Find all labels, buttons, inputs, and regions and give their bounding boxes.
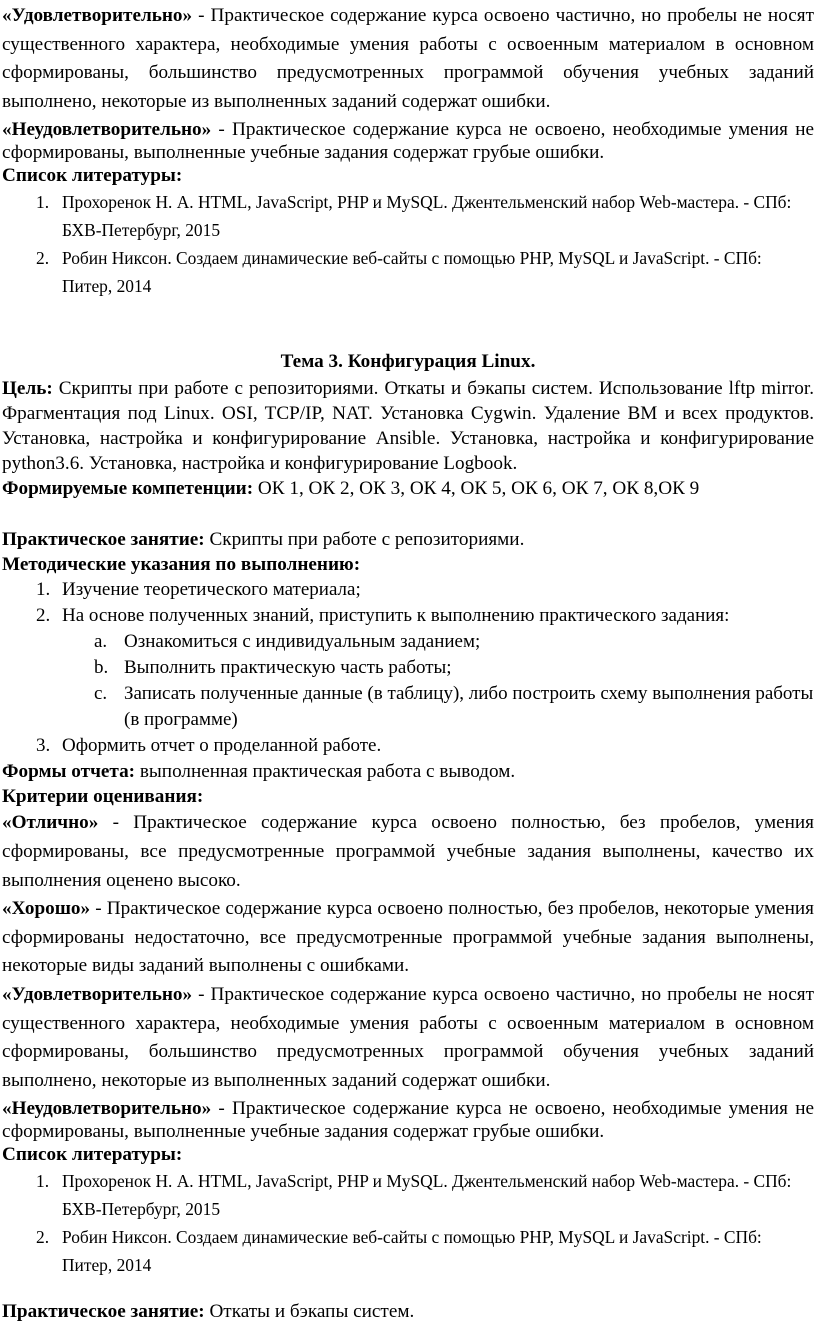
grade-label: «Отлично» [2,812,99,834]
list-number: 3. [36,735,51,757]
grade-label: «Неудовлетворительно» [2,119,212,141]
substeps-list [2,629,814,733]
grade-unsatisfactory-paragraph [2,1098,814,1143]
grade-label: «Неудовлетворительно» [2,1098,212,1120]
list-number: 2. [36,605,51,627]
grade-text: - Практическое содержание курса не освоено, необходимые умения не сформированы, выполненные учебные задания содержат грубые ошибки. [2,119,814,163]
list-item-text: Прохоренок Н. А. HTML, JavaScript, PHP и MySQL. Джентельменский набор Web-мастера. - СПб: БХВ-Петербург, 2015 [62,1171,792,1220]
list-number: 2. [36,1227,50,1248]
grade-text: - Практическое содержание курса освоено частично, но пробелы не носят существенного характера, необходимые умения работы с освоенным материалом в основном сформированы, большинство предусмотренных программой обучения учебных заданий выполнено, некоторые из выполненных заданий содержат ошибки. [2,5,814,112]
list-item-text: Робин Никсон. Создаем динамические веб-сайты с помощью PHP, MySQL и JavaScript. - СПб: Питер, 2014 [62,248,762,297]
list-number: 1. [36,192,50,213]
practical-lesson-label: Практическое занятие: [2,1301,205,1323]
grade-label: «Удовлетворительно» [2,983,193,1005]
grade-label: «Хорошо» [2,898,91,920]
literature-item [2,244,814,300]
list-number: 1. [36,1171,50,1192]
grade-excellent-paragraph [2,809,814,895]
list-item-text: Изучение теоретического материала; [62,579,361,601]
literature-list [2,188,814,300]
guidelines-title: Методические указания по выполнению: [2,554,361,576]
grade-text: - Практическое содержание курса освоено полностью, без пробелов, некоторые умения сформированы недостаточно, все предусмотренные программой учебные задания выполнены, некоторые виды заданий выполнены с ошибками. [2,898,814,977]
grade-good-paragraph [2,895,814,981]
competencies-label: Формируемые компетенции: [2,478,254,500]
practical-lesson-label: Практическое занятие: [2,529,205,551]
step-item [2,733,814,759]
literature-item [2,188,814,244]
list-item-text: Робин Никсон. Создаем динамические веб-сайты с помощью PHP, MySQL и JavaScript. - СПб: Питер, 2014 [62,1227,762,1276]
grade-text: - Практическое содержание курса освоено частично, но пробелы не носят существенного характера, необходимые умения работы с освоенным материалом в основном сформированы, большинство предусмотренных программой обучения учебных заданий выполнено, некоторые из выполненных заданий содержат ошибки. [2,983,814,1091]
grade-satisfactory-paragraph [2,2,814,116]
list-number: 1. [36,579,51,601]
list-item-text: Выполнить практическую часть работы; [124,657,452,679]
step-item [2,603,814,629]
literature-title: Список литературы: [2,165,183,187]
literature-title: Список литературы: [2,1144,183,1166]
list-item-text: Записать полученные данные (в таблицу), либо построить схему выполнения работы (в программе) [124,683,814,731]
literature-item [2,1223,814,1279]
goal-text: Скрипты при работе с репозиториями. Откаты и бэкапы систем. Использование lftp mirror. Фрагментация под Linux. OSI, TCP/IP, NAT. Установка Cygwin. Удаление ВМ и всех продуктов. Установка, настройка и конфигурирование Ansible. Установка, настройка и конфигурирование python3.6. Установка, настройка и конфигурирование Logbook. [2,378,814,475]
practical-lesson [2,527,814,552]
grade-satisfactory-paragraph [2,981,814,1095]
goal-paragraph [2,376,814,476]
final-step-list [2,733,814,759]
steps-list [2,577,814,629]
list-item-text: Прохоренок Н. А. HTML, JavaScript, PHP и MySQL. Джентельменский набор Web-мастера. - СПб: БХВ-Петербург, 2015 [62,192,792,241]
competencies-text: ОК 1, ОК 2, ОК 3, ОК 4, ОК 5, ОК 6, ОК 7, ОК 8,ОК 9 [253,478,700,500]
substep-item [2,681,814,733]
report-form [2,759,814,784]
grade-label: «Удовлетворительно» [2,5,193,26]
list-item-text: Оформить отчет о проделанной работе. [62,735,382,757]
report-form-label: Формы отчета: [2,761,136,783]
practical-lesson [2,1299,814,1324]
literature-list [2,1167,814,1279]
grade-text: - Практическое содержание курса не освоено, необходимые умения не сформированы, выполненные учебные задания содержат грубые ошибки. [2,1098,814,1142]
list-item-text: Ознакомиться с индивидуальным заданием; [124,631,481,653]
substep-item [2,629,814,655]
report-form-text: выполненная практическая работа с выводом. [135,761,516,783]
grade-unsatisfactory-paragraph [2,119,814,164]
literature-item [2,1167,814,1223]
competencies-paragraph [2,476,814,501]
list-number: b. [94,657,109,679]
practical-lesson-text: Откаты и бэкапы систем. [204,1301,415,1323]
list-number: a. [94,631,108,653]
grade-text: - Практическое содержание курса освоено полностью, без пробелов, умения сформированы, все предусмотренные программой учебные задания выполнены, качество их выполнения оценено высоко. [2,812,814,891]
list-number: 2. [36,248,50,269]
list-number: c. [94,683,108,705]
list-item-text: На основе полученных знаний, приступить к выполнению практического задания: [62,605,730,627]
criteria-title: Критерии оценивания: [2,786,204,808]
goal-label: Цель: [2,378,53,400]
step-item [2,577,814,603]
substep-item [2,655,814,681]
practical-lesson-text: Скрипты при работе с репозиториями. [204,529,525,551]
topic-title: Тема 3. Конфигурация Linux. [280,351,536,373]
